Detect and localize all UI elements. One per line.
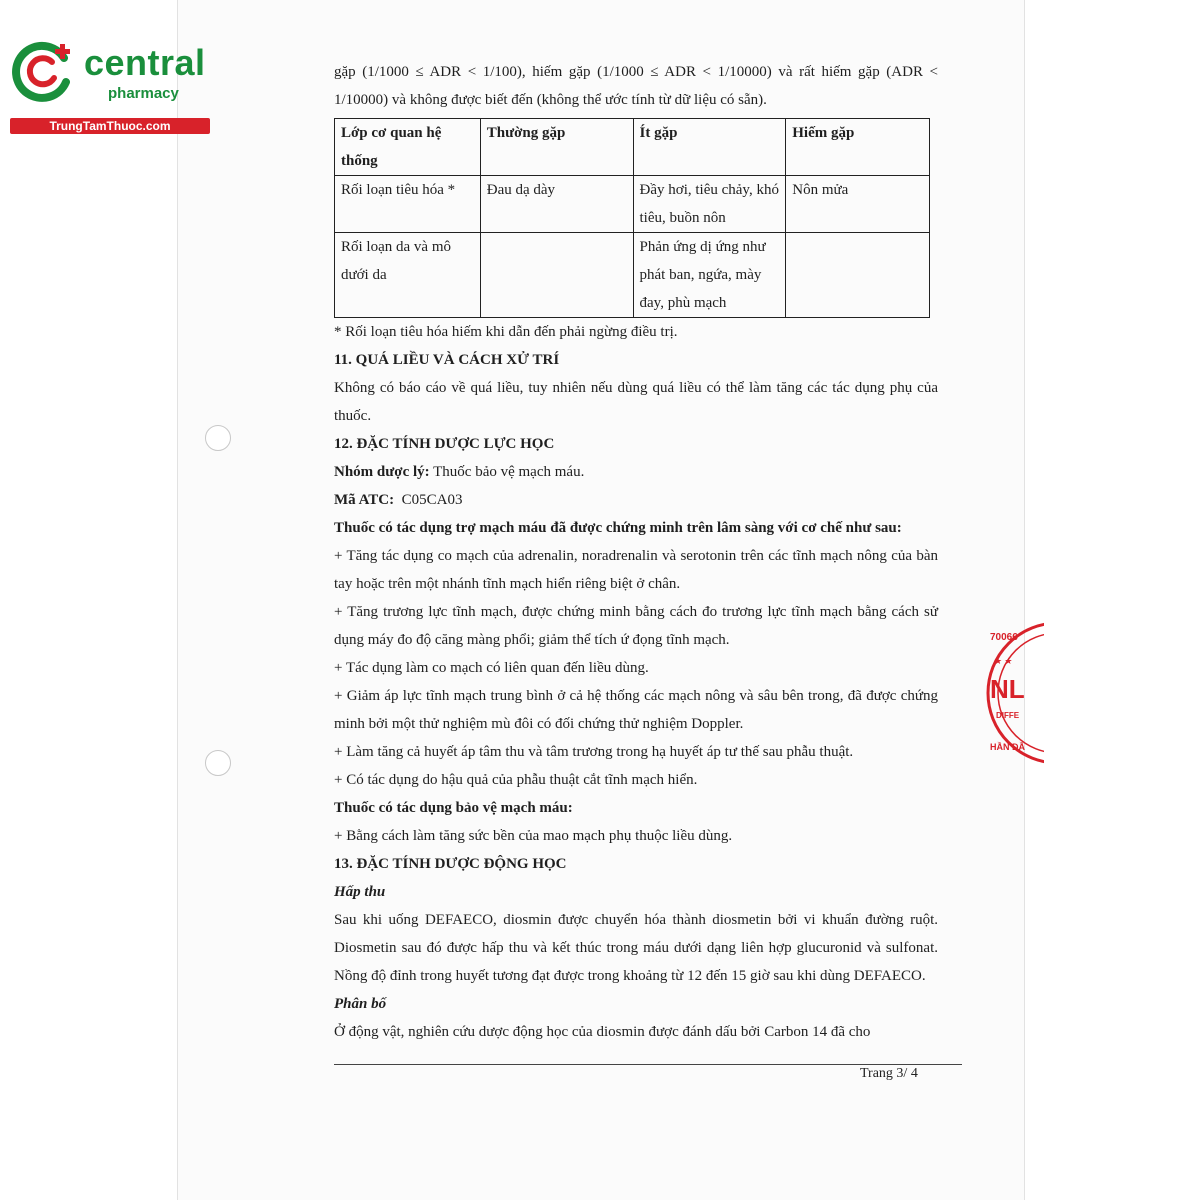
table-header-cell: Hiếm gặp [786,119,930,176]
table-header-cell: Thường gặp [480,119,633,176]
document-content [334,58,938,1046]
mechanism-item: + Tăng trương lực tĩnh mạch, được chứng minh bằng cách đo trương lực tĩnh mạch bằng cách sử dụng máy đo độ căng màng phổi; giảm thể tích ứ đọng tĩnh mạch. [334,604,938,648]
protect-title: Thuốc có tác dụng bảo vệ mạch máu: [334,800,573,816]
adr-table [334,118,930,318]
mechanism-title: Thuốc có tác dụng trợ mạch máu đã được chứng minh trên lâm sàng với cơ chế như sau: [334,520,902,536]
table-cell [786,233,930,318]
intro-paragraph: gặp (1/1000 ≤ ADR < 1/100), hiếm gặp (1/1000 ≤ ADR < 1/10000) và rất hiếm gặp (ADR < 1/10000) và không được biết đến (không thể ước tính từ dữ liệu có sẵn). [334,64,938,108]
footer-divider [334,1064,962,1065]
absorption-body: Sau khi uống DEFAECO, diosmin được chuyển hóa thành diosmetin bởi vi khuẩn đường ruột. Diosmetin sau đó được hấp thu và kết thúc trong máu dưới dạng liên hợp glucuronid và sulfonat. Nồng độ đỉnh trong huyết tương đạt được trong khoảng từ 12 đến 15 giờ sau khi dùng DEFAECO. [334,912,938,984]
punch-hole-bottom [205,750,231,776]
table-cell: Rối loạn da và mô dưới da [335,233,481,318]
page-number: Trang 3/ 4 [860,1066,918,1081]
punch-hole-top [205,425,231,451]
group-label: Nhóm dược lý: [334,464,430,480]
mechanism-item: + Tăng tác dụng co mạch của adrenalin, noradrenalin và serotonin trên các tĩnh mạch nông của bàn tay hoặc trên một nhánh tĩnh mạch hiển riêng biệt ở chân. [334,548,938,592]
table-header-cell: Ít gặp [633,119,786,176]
stamp-text-1: 70066 [990,632,1018,643]
svg-text:★ ★: ★ ★ [994,656,1013,666]
logo-subtitle: pharmacy [108,85,179,102]
mechanism-item: + Làm tăng cả huyết áp tâm thu và tâm trương trong hạ huyết áp tư thế sau phẫu thuật. [334,744,854,760]
table-header-row [335,119,930,176]
table-row [335,233,930,318]
stamp-text-4: HẦN ĐẦ [990,742,1025,752]
pharmacologic-group [334,458,938,486]
table-row [335,176,930,233]
section-12-title: 12. ĐẶC TÍNH DƯỢC LỰC HỌC [334,436,555,452]
table-cell [480,233,633,318]
distribution-title: Phân bố [334,996,387,1012]
central-pharmacy-logo [10,36,210,136]
atc-label: Mã ATC: [334,492,395,508]
mechanism-item: + Có tác dụng do hậu quả của phẫu thuật cắt tĩnh mạch hiển. [334,772,698,788]
section-11-title: 11. QUÁ LIỀU VÀ CÁCH XỬ TRÍ [334,352,560,368]
atc-value: C05CA03 [394,492,463,508]
atc-code [334,486,938,514]
table-cell: Nôn mửa [786,176,930,233]
logo-url-banner: TrungTamThuoc.com [10,118,210,134]
table-header-cell: Lớp cơ quan hệ thống [335,119,481,176]
table-cell: Đau dạ dày [480,176,633,233]
group-value: Thuốc bảo vệ mạch máu. [429,464,585,480]
stamp-text-3: DIFFE [996,711,1020,720]
protect-item: + Bằng cách làm tăng sức bền của mao mạch phụ thuộc liều dùng. [334,828,733,844]
pharmacy-cross-icon [12,38,76,102]
section-13-title: 13. ĐẶC TÍNH DƯỢC ĐỘNG HỌC [334,856,567,872]
absorption-title: Hấp thu [334,884,386,900]
table-cell: Đầy hơi, tiêu chảy, khó tiêu, buồn nôn [633,176,786,233]
distribution-body: Ở động vật, nghiên cứu dược động học của diosmin được đánh dấu bởi Carbon 14 đã cho [334,1024,871,1040]
logo-brand-name: central [84,42,206,83]
table-cell: Rối loạn tiêu hóa * [335,176,481,233]
table-note: * Rối loạn tiêu hóa hiếm khi dẫn đến phải ngừng điều trị. [334,324,678,340]
table-cell: Phản ứng dị ứng như phát ban, ngứa, mày đay, phù mạch [633,233,786,318]
mechanism-item: + Tác dụng làm co mạch có liên quan đến liều dùng. [334,660,649,676]
mechanism-item: + Giảm áp lực tĩnh mạch trung bình ở cả hệ thống các mạch nông và sâu bên trong, đã được chứng minh bởi một thử nghiệm mù đôi có đối chứng thử nghiệm Doppler. [334,688,938,732]
section-11-body: Không có báo cáo về quá liều, tuy nhiên nếu dùng quá liều có thể làm tăng các tác dụng phụ của thuốc. [334,380,938,424]
stamp-text-2: NL [990,674,1025,704]
red-stamp [984,608,1044,778]
